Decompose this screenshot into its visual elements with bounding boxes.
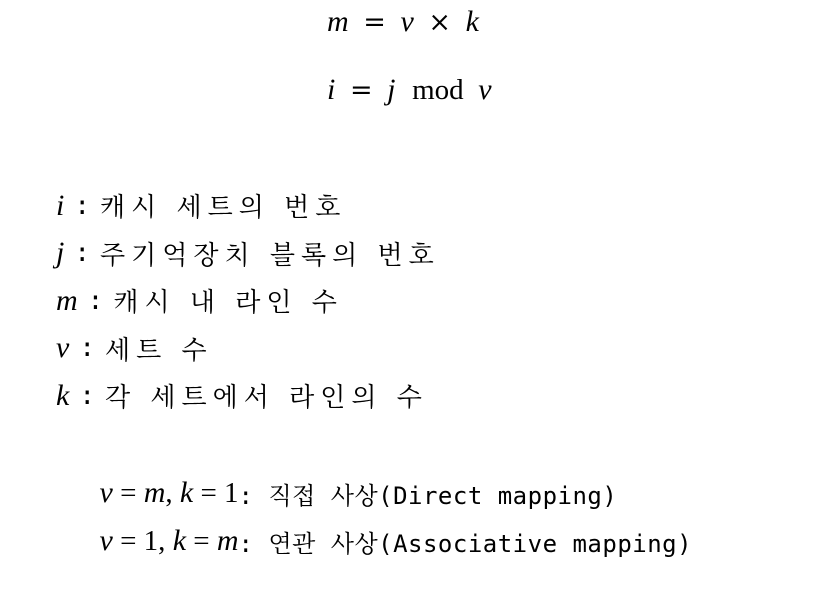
formula-equals: = <box>363 7 386 38</box>
definition-text: 캐시 세트의 번호 <box>100 193 347 224</box>
definition-text: 캐시 내 라인 수 <box>113 288 343 319</box>
condition-part: m <box>216 524 239 557</box>
definition-separator: : <box>74 238 90 269</box>
definition-symbol: j <box>56 236 65 270</box>
case-description: : 연관 사상(Associative mapping) <box>238 529 693 558</box>
condition-part: = <box>112 477 144 509</box>
formula-set-index <box>327 72 492 109</box>
condition-part: k <box>179 476 194 509</box>
condition-part: k <box>172 524 187 557</box>
condition-part: = 1 <box>193 477 239 509</box>
definition-item <box>56 182 440 230</box>
formula-lhs: m <box>327 5 349 38</box>
condition-part: = <box>186 525 217 557</box>
formula-term: k <box>465 5 479 38</box>
definition-separator: : <box>79 380 95 411</box>
mapping-cases <box>56 469 692 565</box>
definition-separator: : <box>79 333 95 364</box>
formula-term: v <box>478 73 492 106</box>
definition-symbol: v <box>56 331 70 365</box>
variable-definitions <box>56 182 440 420</box>
definition-item <box>56 372 440 420</box>
formula-operator: × <box>428 7 452 38</box>
definition-separator: : <box>87 285 104 316</box>
case-description: : 직접 사상(Direct mapping) <box>238 481 618 510</box>
definition-symbol: i <box>56 188 65 222</box>
definition-item <box>56 230 440 278</box>
formula-set-size <box>327 4 479 41</box>
definition-symbol: k <box>56 378 70 412</box>
definition-text: 주기억장치 블록의 번호 <box>100 240 440 271</box>
condition-part: m <box>143 476 166 509</box>
definition-text: 각 세트에서 라인의 수 <box>104 383 428 414</box>
condition-part: v <box>99 524 113 557</box>
definition-text: 세트 수 <box>104 335 213 366</box>
condition-part: v <box>99 476 113 509</box>
condition-part: , <box>165 477 180 509</box>
definition-symbol: m <box>56 283 78 317</box>
formula-term: v <box>400 5 414 38</box>
case-condition <box>56 491 239 591</box>
formula-equals: = <box>349 75 373 106</box>
mapping-case-associative <box>56 517 692 565</box>
definition-item <box>56 325 440 373</box>
condition-part: = 1, <box>112 525 173 557</box>
definition-separator: : <box>74 190 90 221</box>
formula-operator: mod <box>412 74 464 106</box>
formula-term: j <box>387 73 396 106</box>
formula-lhs: i <box>327 73 336 106</box>
definition-item <box>56 277 440 325</box>
